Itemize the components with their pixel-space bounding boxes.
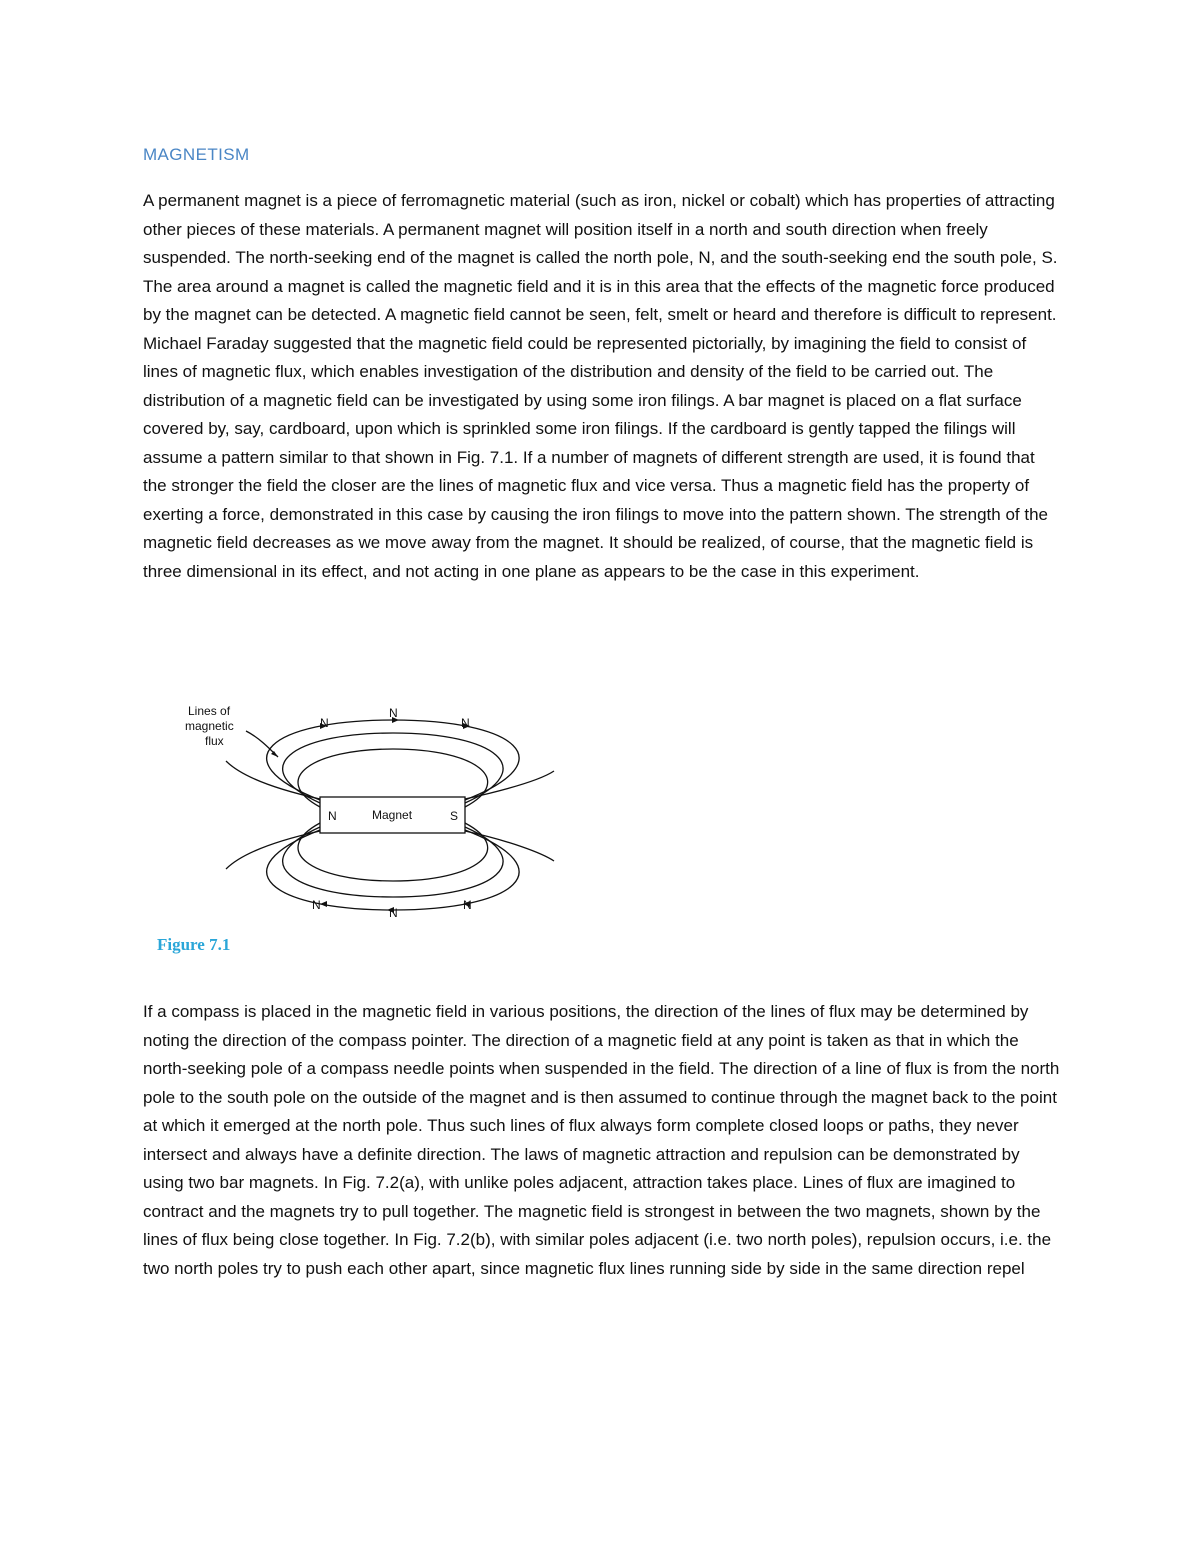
flux-line-bottom-middle	[283, 827, 503, 897]
arrow-bottom-left	[320, 901, 327, 907]
flux-line-open-left-bottom	[226, 831, 320, 869]
flux-line-top-outer	[267, 720, 519, 800]
magnetic-field-diagram	[150, 695, 570, 935]
top-pole-label-left: N	[320, 716, 329, 730]
bottom-pole-label-left: N	[312, 898, 321, 912]
flux-label-line-3: flux	[205, 734, 224, 748]
bottom-pole-label-center: N	[389, 906, 398, 920]
flux-line-top-middle	[283, 733, 503, 803]
figure-caption: Figure 7.1	[157, 935, 231, 954]
paragraph-compass: If a compass is placed in the magnetic field in various positions, the direction of the lines of flux may be determined by noting the direction of the compass pointer. The direction of a magnetic field at any point is taken as that in which the north-seeking pole of a compass needle points when suspended in the field. The direction of a line of flux is from the north pole to the south pole on the outside of the magnet and is then assumed to continue through the magnet back to the point at which it emerged at the north pole. Thus such lines of flux always form complete closed loops or paths, they never intersect and always have a definite direction. The laws of magnetic attraction and repulsion can be demonstrated by using two bar magnets. In Fig. 7.2(a), with unlike poles adjacent, attraction takes place. Lines of flux are imagined to contract and the magnets try to pull together. The magnetic field is strongest in between the two magnets, shown by the lines of flux being close together. In Fig. 7.2(b), with similar poles adjacent (i.e. two north poles), repulsion occurs, i.e. the two north poles try to push each other apart, since magnetic flux lines running side by side in the same direction repel	[143, 1002, 1060, 1278]
magnet-north-label: N	[328, 809, 337, 823]
document-heading: MAGNETISM	[143, 145, 250, 164]
magnet-label: Magnet	[372, 808, 413, 822]
paragraph-intro: A permanent magnet is a piece of ferromagnetic material (such as iron, nickel or cobalt) which has properties of attracting other pieces of these materials. A permanent magnet will position itself in a north and south direction when freely suspended. The north-seeking end of the magnet is called the north pole, N, and the south-seeking end the south pole, S. The area around a magnet is called the magnetic field and it is in this area that the effects of the magnetic force produced by the magnet can be detected. A magnetic field cannot be seen, felt, smelt or heard and therefore is difficult to represent. Michael Faraday suggested that the magnetic field could be represented pictorially, by imagining the field to consist of lines of magnetic flux, which enables investigation of the distribution and density of the field to be carried out. The distribution of a magnetic field can be investigated by using some iron filings. A bar magnet is placed on a flat surface covered by, say, cardboard, upon which is sprinkled some iron filings. If the cardboard is gently tapped the filings will assume a pattern similar to that shown in Fig. 7.1. If a number of magnets of different strength are used, it is found that the stronger the field the closer are the lines of magnetic flux and vice versa. Thus a magnetic field has the property of exerting a force, demonstrated in this case by causing the iron filings to move into the pattern shown. The strength of the magnetic field decreases as we move away from the magnet. It should be realized, of course, that the magnetic field is three dimensional in its effect, and not acting in one plane as appears to be the case in this experiment.	[143, 191, 1058, 581]
flux-line-bottom-outer	[267, 830, 519, 910]
flux-label-line-1: Lines of	[188, 704, 231, 718]
flux-line-open-left-top	[226, 761, 320, 799]
top-pole-label-center: N	[389, 706, 398, 720]
flux-label-line-2: magnetic	[185, 719, 234, 733]
flux-line-bottom-inner	[298, 823, 488, 881]
flux-line-top-inner	[298, 749, 488, 807]
bottom-pole-label-right: N	[463, 898, 472, 912]
figure-magnetic-field	[150, 695, 570, 965]
top-pole-label-right: N	[461, 716, 470, 730]
magnet-south-label: S	[450, 809, 459, 823]
